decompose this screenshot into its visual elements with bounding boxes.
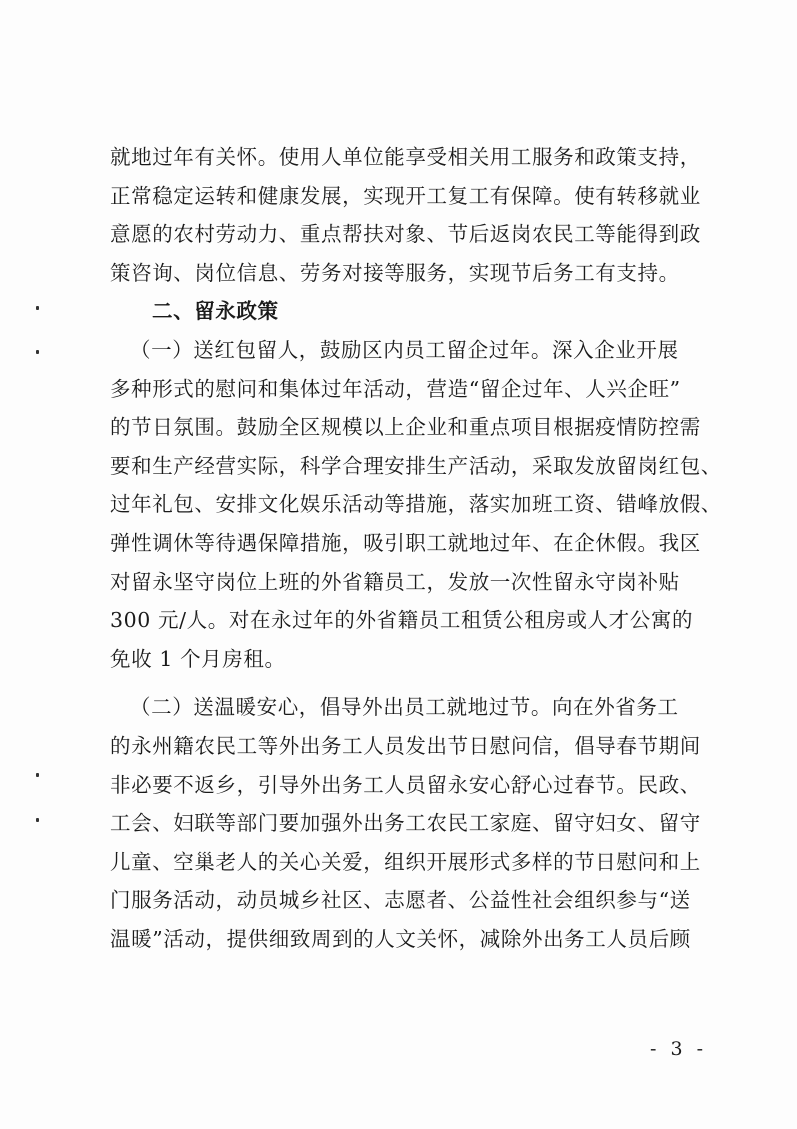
scan-mark	[36, 306, 39, 310]
text-line: 免收 1 个月房租。	[110, 646, 286, 671]
text-line: 过年礼包、安排文化娱乐活动等措施，落实加班工资、错峰放假、	[110, 492, 722, 517]
text-line: 温暖”活动，提供细致周到的人文关怀，减除外出务工人员后顾	[110, 926, 691, 951]
text-line: 要和生产经营实际，科学合理安排生产活动，采取发放留岗红包、	[110, 453, 722, 478]
text-line: 正常稳定运转和健康发展，实现开工复工有保障。使有转移就业	[110, 183, 701, 208]
paragraph-gap	[110, 678, 700, 688]
text-line: 对留永坚守岗位上班的外省籍员工，发放一次性留永守岗补贴	[110, 569, 680, 594]
section-heading: 二、留永政策	[152, 299, 279, 324]
text-line: 儿童、空巢老人的关心关爱，组织开展形式多样的节日慰问和上	[110, 849, 701, 874]
text-line: 的节日氛围。鼓励全区规模以上企业和重点项目根据疫情防控需	[110, 415, 701, 440]
text-line: 非必要不返乡，引导外出务工人员留永安心舒心过春节。民政、	[110, 772, 701, 797]
text-line: 策咨询、岗位信息、劳务对接等服务，实现节后务工有支持。	[110, 260, 680, 285]
text-line: 多种形式的慰问和集体过年活动，营造“留企过年、人兴企旺”	[110, 376, 681, 401]
text-line: （二）送温暖安心，倡导外出员工就地过节。向在外省务工	[130, 695, 679, 720]
body-text	[110, 138, 722, 958]
text-line: 门服务活动，动员城乡社区、志愿者、公益性社会组织参与“送	[110, 888, 691, 913]
text-line: 工会、妇联等部门要加强外出务工农民工家庭、留守妇女、留守	[110, 811, 701, 836]
text-line: 300 元/人。对在永过年的外省籍员工租赁公租房或人才公寓的	[110, 608, 694, 633]
scan-mark	[36, 818, 39, 822]
text-line: （一）送红包留人，鼓励区内员工留企过年。深入企业开展	[130, 337, 679, 362]
page-number: - 3 -	[649, 1038, 707, 1060]
scan-mark	[36, 773, 39, 777]
text-line: 意愿的农村劳动力、重点帮扶对象、节后返岗农民工等能得到政	[110, 222, 701, 247]
text-line: 就地过年有关怀。使用人单位能享受相关用工服务和政策支持，	[110, 145, 701, 169]
scan-mark	[36, 350, 39, 354]
text-line: 的永州籍农民工等外出务工人员发出节日慰问信，倡导春节期间	[110, 733, 701, 758]
text-line: 弹性调休等待遇保障措施，吸引职工就地过年、在企休假。我区	[110, 530, 701, 555]
